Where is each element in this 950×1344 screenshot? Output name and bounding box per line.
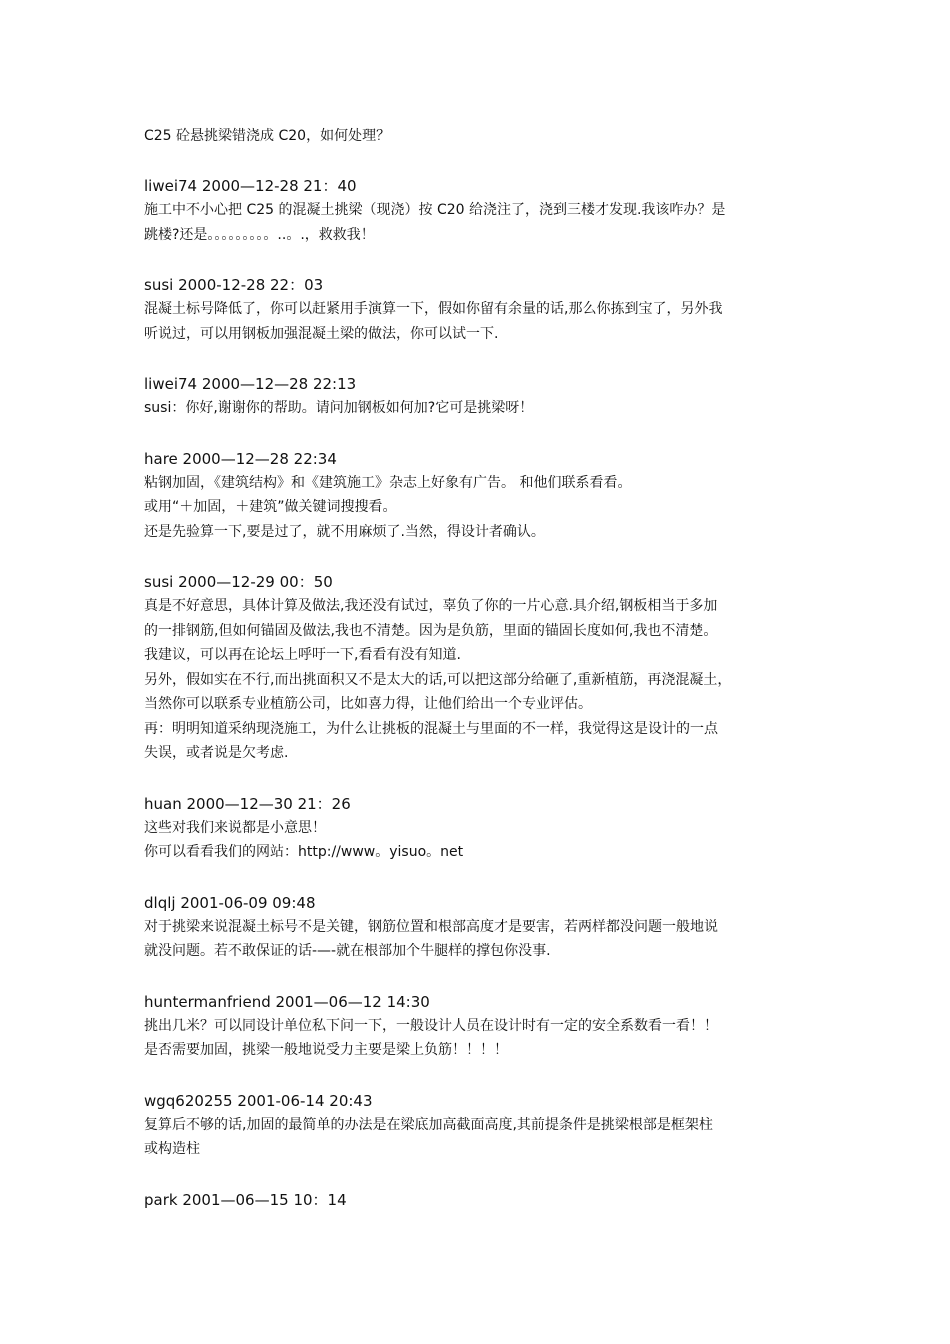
post-line: 当然你可以联系专业植筋公司，比如喜力得，让他们给出一个专业评估。 <box>144 696 592 712</box>
post-line: 我建议，可以再在论坛上呼吁一下,看看有没有知道. <box>144 647 461 663</box>
post-line: 就没问题。若不敢保证的话-—-就在根部加个牛腿样的撑包你没事. <box>144 943 551 959</box>
post-line: 失误，或者说是欠考虑. <box>144 745 289 761</box>
document-title: C25 砼悬挑梁错浇成 C20，如何处理？ <box>144 128 391 144</box>
post-line: 施工中不小心把 C25 的混凝土挑梁（现浇）按 C20 给浇注了，浇到三楼才发现.我该咋办？是 <box>144 202 726 218</box>
post-body <box>144 297 824 346</box>
post-line: 另外，假如实在不行,而出挑面积又不是太大的话,可以把这部分给砸了,重新植筋，再浇混凝土， <box>144 671 732 688</box>
post-line: 的一排钢筋,但如何锚固及做法,我也不清楚。因为是负筋，里面的锚固长度如何,我也不清楚。 <box>144 622 718 639</box>
post-line: 混凝土标号降低了，你可以赶紧用手演算一下，假如你留有余量的话,那么你拣到宝了，另外我 <box>144 301 723 317</box>
post-line: 复算后不够的话,加固的最简单的办法是在梁底加高截面高度,其前提条件是挑梁根部是框架柱 <box>144 1116 713 1133</box>
post-header: hare 2000—12—28 22:34 <box>144 449 337 468</box>
forum-post <box>144 990 824 1063</box>
post-line: 对于挑梁来说混凝土标号不是关键，钢筋位置和根部高度才是要害，若两样都没问题一般地说 <box>144 918 718 935</box>
forum-post <box>144 1188 824 1212</box>
post-header: susi 2000-12-28 22：03 <box>144 276 324 294</box>
post-line: 或用“＋加固，＋建筑”做关键词搜搜看。 <box>144 499 397 515</box>
post-header: park 2001—06—15 10：14 <box>144 1190 347 1209</box>
post-line: 听说过，可以用钢板加强混凝土梁的做法，你可以试一下. <box>144 325 499 342</box>
post-line: 挑出几米？可以同设计单位私下问一下，一般设计人员在设计时有一定的安全系数看一看！！ <box>144 1017 718 1034</box>
post-line: 是否需要加固，挑梁一般地说受力主要是梁上负筋！！！！ <box>144 1042 508 1058</box>
forum-post <box>144 792 824 865</box>
forum-post <box>144 273 824 346</box>
post-line: susi：你好,谢谢你的帮助。请问加钢板如何加?它可是挑梁呀！ <box>144 400 534 416</box>
post-header: liwei74 2000—12-28 21：40 <box>144 177 357 195</box>
post-header: huntermanfriend 2001—06—12 14:30 <box>144 992 430 1011</box>
post-body <box>144 396 824 421</box>
post-line: 粘钢加固，《建筑结构》和《建筑施工》杂志上好象有广告。 和他们联系看看。 <box>144 474 632 491</box>
post-body <box>144 471 824 545</box>
forum-post <box>144 891 824 964</box>
post-body <box>144 1014 824 1063</box>
post-line: 这些对我们来说都是小意思！ <box>144 819 326 836</box>
post-header: huan 2000—12—30 21：26 <box>144 794 351 813</box>
post-header: susi 2000—12-29 00：50 <box>144 573 333 591</box>
post-body <box>144 594 824 766</box>
document-page <box>144 124 824 1238</box>
forum-post <box>144 1089 824 1162</box>
post-line: 再：明明知道采纳现浇施工，为什么让挑板的混凝土与里面的不一样，我觉得这是设计的一点 <box>144 720 718 737</box>
post-header: dlqlj 2001-06-09 09:48 <box>144 893 316 912</box>
post-line: 你可以看看我们的网站：http://www。yisuo。net <box>144 844 464 860</box>
post-header: wgq620255 2001-06-14 20:43 <box>144 1091 373 1110</box>
post-body <box>144 1113 824 1162</box>
post-line: 或构造柱 <box>144 1141 200 1157</box>
post-line: 真是不好意思，具体计算及做法,我还没有试过，辜负了你的一片心意.具介绍,钢板相当于多加 <box>144 598 718 614</box>
post-body <box>144 915 824 964</box>
post-body <box>144 816 824 865</box>
post-list <box>144 174 824 1212</box>
post-line: 还是先验算一下,要是过了，就不用麻烦了.当然，得设计者确认。 <box>144 523 545 540</box>
forum-post <box>144 570 824 766</box>
forum-post <box>144 372 824 421</box>
post-body <box>144 198 824 247</box>
post-line: 跳楼?还是。。。。。。。。。..。.，救救我！ <box>144 226 375 243</box>
post-header: liwei74 2000—12—28 22:13 <box>144 375 357 393</box>
forum-post <box>144 174 824 247</box>
forum-post <box>144 447 824 545</box>
